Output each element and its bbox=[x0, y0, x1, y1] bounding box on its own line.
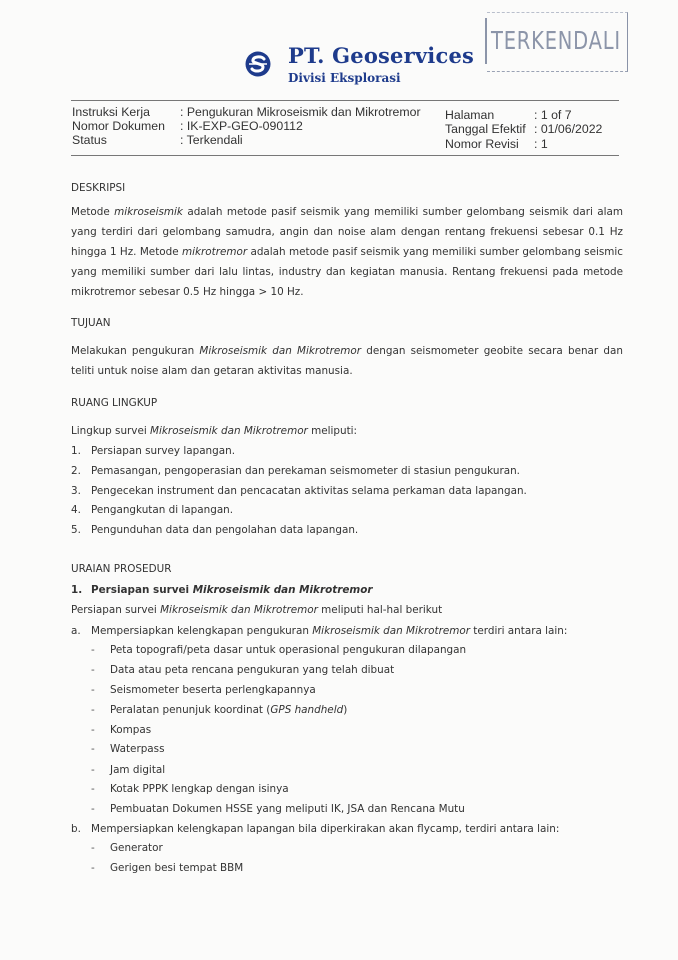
status-label: Status bbox=[72, 133, 107, 147]
bullet-dash: - bbox=[91, 743, 95, 755]
bullet-dash: - bbox=[91, 684, 95, 696]
geoservices-logo-icon bbox=[245, 51, 271, 77]
dokumen-label: Nomor Dokumen bbox=[72, 119, 165, 133]
bullet-dash: - bbox=[91, 724, 95, 736]
uraian-subheading: Persiapan survei Mikroseismik dan Mikrotremor bbox=[91, 584, 373, 596]
scope-item-number: 3. bbox=[71, 485, 81, 497]
flycamp-item: Gerigen besi tempat BBM bbox=[110, 862, 244, 874]
equipment-item: Kompas bbox=[110, 724, 152, 736]
uraian-heading: URAIAN PROSEDUR bbox=[71, 563, 172, 575]
status-value: : Terkendali bbox=[180, 133, 243, 147]
bullet-dash: - bbox=[91, 664, 95, 676]
controlled-stamp bbox=[485, 12, 628, 74]
scope-item-number: 1. bbox=[71, 445, 81, 457]
bullet-dash: - bbox=[91, 704, 95, 716]
bullet-dash: - bbox=[91, 842, 95, 854]
company-name: PT. Geoservices bbox=[288, 43, 475, 68]
division-name: Divisi Eksplorasi bbox=[288, 71, 401, 85]
equipment-item: Seismometer beserta perlengkapannya bbox=[110, 684, 316, 696]
bullet-dash: - bbox=[91, 644, 95, 656]
ruang-lingkup-intro: Lingkup survei Mikroseismik dan Mikrotremor meliputi: bbox=[71, 425, 358, 437]
equipment-item: Data atau peta rencana pengukuran yang telah dibuat bbox=[110, 664, 395, 676]
scope-item-text: Pemasangan, pengoperasian dan perekaman seismometer di stasiun pengukuran. bbox=[91, 465, 520, 477]
tanggal-label: Tanggal Efektif bbox=[445, 122, 526, 136]
header-bottom-rule bbox=[71, 155, 619, 156]
flycamp-item: Generator bbox=[110, 842, 163, 854]
header-top-rule bbox=[71, 100, 619, 101]
bullet-dash: - bbox=[91, 764, 95, 776]
equipment-item: Pembuatan Dokumen HSSE yang meliputi IK, JSA dan Rencana Mutu bbox=[110, 803, 465, 815]
deskripsi-paragraph: Metode mikroseismik adalah metode pasif seismik yang memiliki sumber gelombang seismik dari alam yang terdiri dari gelombang samudra, angin dan noise alam dengan rentang frekuensi sebesar 0.1 Hz hingga 1 Hz. Metode mikrotremor adalah metode pasif seismik yang memiliki sumber gelombang seismic yang memiliki sumber dari lalu lintas, industry dan kegiatan manusia. Rentang frekuensi pada metode mikrotremor sebesar 0.5 Hz hingga > 10 Hz. bbox=[71, 206, 623, 298]
tujuan-heading: TUJUAN bbox=[71, 317, 111, 329]
revisi-value: : 1 bbox=[534, 137, 548, 151]
revisi-label: Nomor Revisi bbox=[445, 137, 519, 151]
bullet-dash: - bbox=[91, 862, 95, 874]
deskripsi-heading: DESKRIPSI bbox=[71, 182, 126, 194]
equipment-item: Jam digital bbox=[110, 764, 166, 776]
stamp-text: TERKENDALI bbox=[491, 26, 621, 55]
item-a-text: Mempersiapkan kelengkapan pengukuran Mikroseismik dan Mikrotremor terdiri antara lain: bbox=[91, 625, 568, 637]
ruang-lingkup-heading: RUANG LINGKUP bbox=[71, 397, 158, 409]
equipment-item: Waterpass bbox=[110, 743, 165, 755]
scope-item-text: Pengunduhan data dan pengolahan data lapangan. bbox=[91, 524, 359, 536]
equipment-item: Kotak PPPK lengkap dengan isinya bbox=[110, 783, 289, 795]
scope-item-text: Pengecekan instrument dan pencacatan aktivitas selama perkaman data lapangan. bbox=[91, 485, 527, 497]
uraian-subheading-number: 1. bbox=[71, 584, 83, 596]
item-b-label: b. bbox=[71, 823, 81, 835]
tujuan-paragraph: Melakukan pengukuran Mikroseismik dan Mikrotremor dengan seismometer geobite secara benar dan teliti untuk noise alam dan getaran aktivitas manusia. bbox=[71, 345, 623, 377]
scope-item-number: 2. bbox=[71, 465, 81, 477]
scope-item-number: 4. bbox=[71, 504, 81, 516]
halaman-label: Halaman bbox=[445, 108, 495, 122]
scope-item-text: Persiapan survey lapangan. bbox=[91, 445, 235, 457]
item-b-text: Mempersiapkan kelengkapan lapangan bila diperkirakan akan flycamp, terdiri antara lain: bbox=[91, 823, 560, 835]
item-a-label: a. bbox=[71, 625, 81, 637]
scope-item-number: 5. bbox=[71, 524, 81, 536]
uraian-intro: Persiapan survei Mikroseismik dan Mikrotremor meliputi hal-hal berikut bbox=[71, 604, 443, 616]
bullet-dash: - bbox=[91, 803, 95, 815]
tanggal-value: : 01/06/2022 bbox=[534, 122, 603, 136]
scope-item-text: Pengangkutan di lapangan. bbox=[91, 504, 234, 516]
equipment-item: Peta topografi/peta dasar untuk operasional pengukuran dilapangan bbox=[110, 644, 467, 656]
halaman-value: : 1 of 7 bbox=[534, 108, 572, 122]
bullet-dash: - bbox=[91, 783, 95, 795]
instruksi-label: Instruksi Kerja bbox=[72, 105, 150, 119]
dokumen-value: : IK-EXP-GEO-090112 bbox=[180, 119, 303, 133]
instruksi-value: : Pengukuran Mikroseismik dan Mikrotremor bbox=[180, 105, 421, 119]
equipment-item: Peralatan penunjuk koordinat (GPS handheld) bbox=[110, 704, 348, 716]
